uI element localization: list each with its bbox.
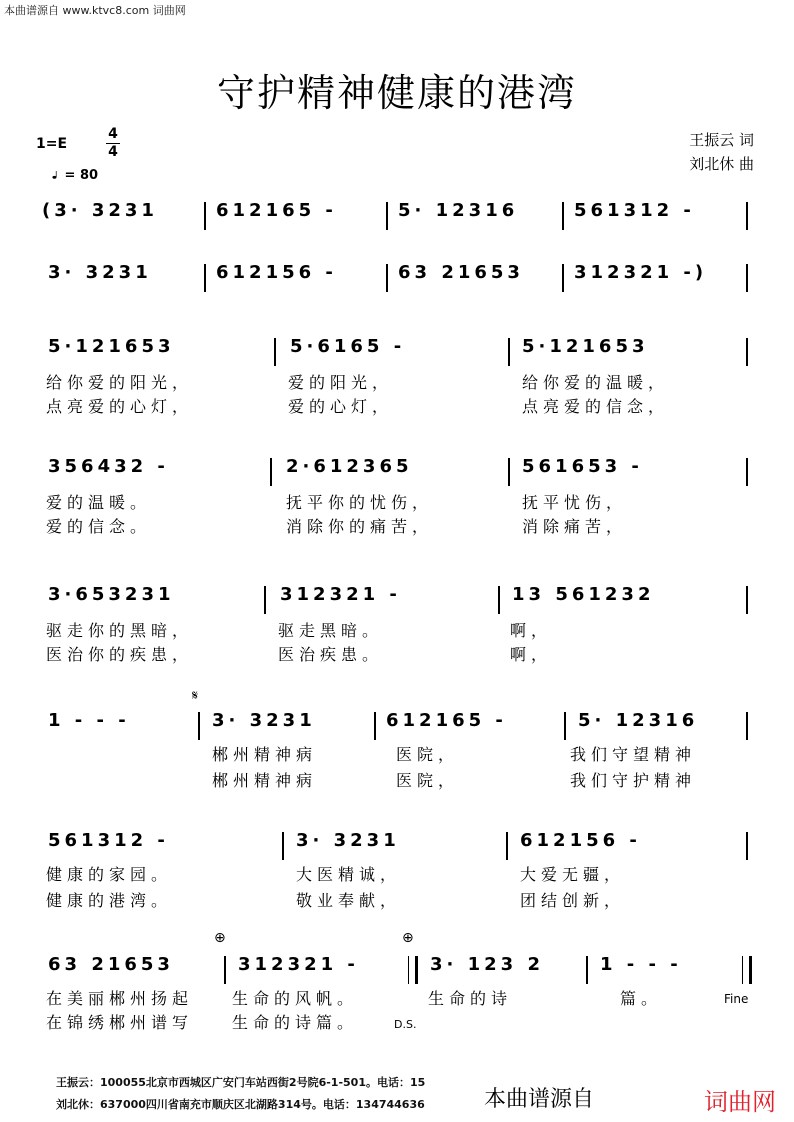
measure: 312321 -) — [574, 262, 708, 283]
lyric: 健康的港湾。 — [46, 891, 173, 910]
lyric-line — [46, 862, 626, 885]
lyric: 团结创新， — [520, 891, 626, 910]
lyric: 敬业奉献， — [296, 891, 402, 910]
coda-sign: ⊕ — [214, 930, 226, 946]
lyric: 点亮爱的信念， — [522, 397, 670, 416]
time-signature — [106, 126, 120, 161]
footer-line: 刘北休：637000四川省南充市顺庆区北湖路314号。电话：134744636 — [56, 1098, 425, 1111]
measure: 13 561232 — [512, 584, 655, 605]
lyric: 抚平忧伤， — [522, 493, 628, 512]
lyric: 给你爱的阳光， — [46, 373, 194, 392]
staff-row — [34, 262, 758, 296]
time-signature-bottom: 4 — [108, 144, 118, 160]
measure: 3·653231 — [48, 584, 175, 605]
footer-line: 王振云：100055北京市西城区广安门车站西街2号院6-1-501。电话：15 — [56, 1076, 426, 1089]
lyric: 医院， — [396, 771, 460, 790]
lyric-line — [46, 888, 626, 911]
key-signature: 1=E — [36, 136, 68, 152]
measure: 312321 - — [238, 954, 359, 975]
measure: 561312 - — [574, 200, 695, 221]
lyric: 生命的诗 — [428, 989, 513, 1008]
lyric-line — [46, 490, 628, 513]
lyric: 点亮爱的心灯， — [46, 397, 194, 416]
lyric: 在美丽郴州扬起 — [46, 989, 194, 1008]
lyric: 爱的温暖。 — [46, 493, 152, 512]
measure: 612156 - — [216, 262, 337, 283]
fine-mark: Fine — [724, 992, 749, 1006]
lyric: 医治你的疾患， — [46, 645, 194, 664]
tempo-mark — [50, 168, 98, 183]
lyric: 啊， — [510, 621, 553, 640]
staff-row — [34, 584, 758, 618]
lyric-line — [46, 1010, 359, 1033]
lyric: 驱走你的黑暗， — [46, 621, 194, 640]
lyric-line — [46, 514, 628, 537]
measure: 5· 12316 — [398, 200, 519, 221]
staff-row — [34, 336, 758, 370]
segno-sign: 𝄋 — [192, 688, 199, 704]
staff-row — [34, 710, 758, 744]
lyric: 郴州精神病 — [212, 745, 318, 764]
ds-mark: D.S. — [394, 1018, 417, 1031]
lyric: 爱的信念。 — [46, 517, 152, 536]
credits — [689, 128, 754, 176]
lyric: 在锦绣郴州谱写 — [46, 1013, 194, 1032]
measure: 312321 - — [280, 584, 401, 605]
measure: 561312 - — [48, 830, 169, 851]
measure: (3· 3231 — [42, 200, 158, 221]
measure: 612165 - — [386, 710, 507, 731]
lyric: 我们守护精神 — [570, 771, 697, 790]
lyric: 驱走黑暗。 — [278, 621, 384, 640]
lyric: 抚平你的忧伤， — [286, 493, 434, 512]
composer: 刘北休 曲 — [689, 155, 754, 173]
lyric: 健康的家园。 — [46, 865, 173, 884]
time-signature-top: 4 — [108, 126, 118, 142]
lyric-line — [46, 370, 670, 393]
lyric-line — [46, 394, 670, 417]
lyric: 郴州精神病 — [212, 771, 318, 790]
song-title: 守护精神健康的港湾 — [216, 71, 577, 115]
measure: 63 21653 — [48, 954, 174, 975]
measure: 356432 - — [48, 456, 169, 477]
lyric: 生命的诗篇。 — [232, 1013, 359, 1032]
lyricist: 王振云 词 — [689, 131, 754, 149]
lyric-line — [46, 618, 553, 641]
lyric: 大爱无疆， — [520, 865, 626, 884]
site-header: 本曲谱源自 www.ktvc8.com 词曲网 — [4, 4, 186, 17]
lyric-line — [46, 642, 553, 665]
measure: 612165 - — [216, 200, 337, 221]
measure: 5·6165 - — [290, 336, 406, 357]
staff-row — [34, 954, 758, 988]
coda-sign: ⊕ — [402, 930, 414, 946]
lyric-line — [46, 986, 663, 1009]
measure: 2·612365 — [286, 456, 413, 477]
measure: 3· 3231 — [212, 710, 316, 731]
measure: 3· 3231 — [48, 262, 152, 283]
measure: 1 - - - — [48, 710, 130, 731]
measure: 1 - - - — [600, 954, 682, 975]
measure: 5·121653 — [48, 336, 175, 357]
lyric: 生命的风帆。 — [232, 989, 359, 1008]
measure: 5· 12316 — [578, 710, 699, 731]
staff-row — [34, 456, 758, 490]
tempo-value: = 80 — [64, 168, 99, 183]
measure: 5·121653 — [522, 336, 649, 357]
lyric: 篇。 — [620, 989, 663, 1008]
lyric: 消除痛苦， — [522, 517, 628, 536]
measure: 3· 123 2 — [430, 954, 544, 975]
watermark-right: 词曲网 — [704, 1088, 776, 1116]
measure: 63 21653 — [398, 262, 524, 283]
lyric: 医治疾患。 — [278, 645, 384, 664]
measure: 612156 - — [520, 830, 641, 851]
watermark-left: 本曲谱源自 — [484, 1087, 595, 1112]
lyric: 消除你的痛苦， — [286, 517, 434, 536]
lyric: 爱的阳光， — [288, 373, 394, 392]
lyric: 给你爱的温暖， — [522, 373, 670, 392]
lyric: 大医精诚， — [296, 865, 402, 884]
lyric: 啊， — [510, 645, 553, 664]
measure: 3· 3231 — [296, 830, 400, 851]
measure: 561653 - — [522, 456, 643, 477]
lyric: 医院， — [396, 745, 460, 764]
quarter-note-icon — [50, 171, 60, 179]
staff-row — [34, 200, 758, 234]
lyric: 爱的心灯， — [288, 397, 394, 416]
lyric: 我们守望精神 — [570, 745, 697, 764]
staff-row — [34, 830, 758, 864]
